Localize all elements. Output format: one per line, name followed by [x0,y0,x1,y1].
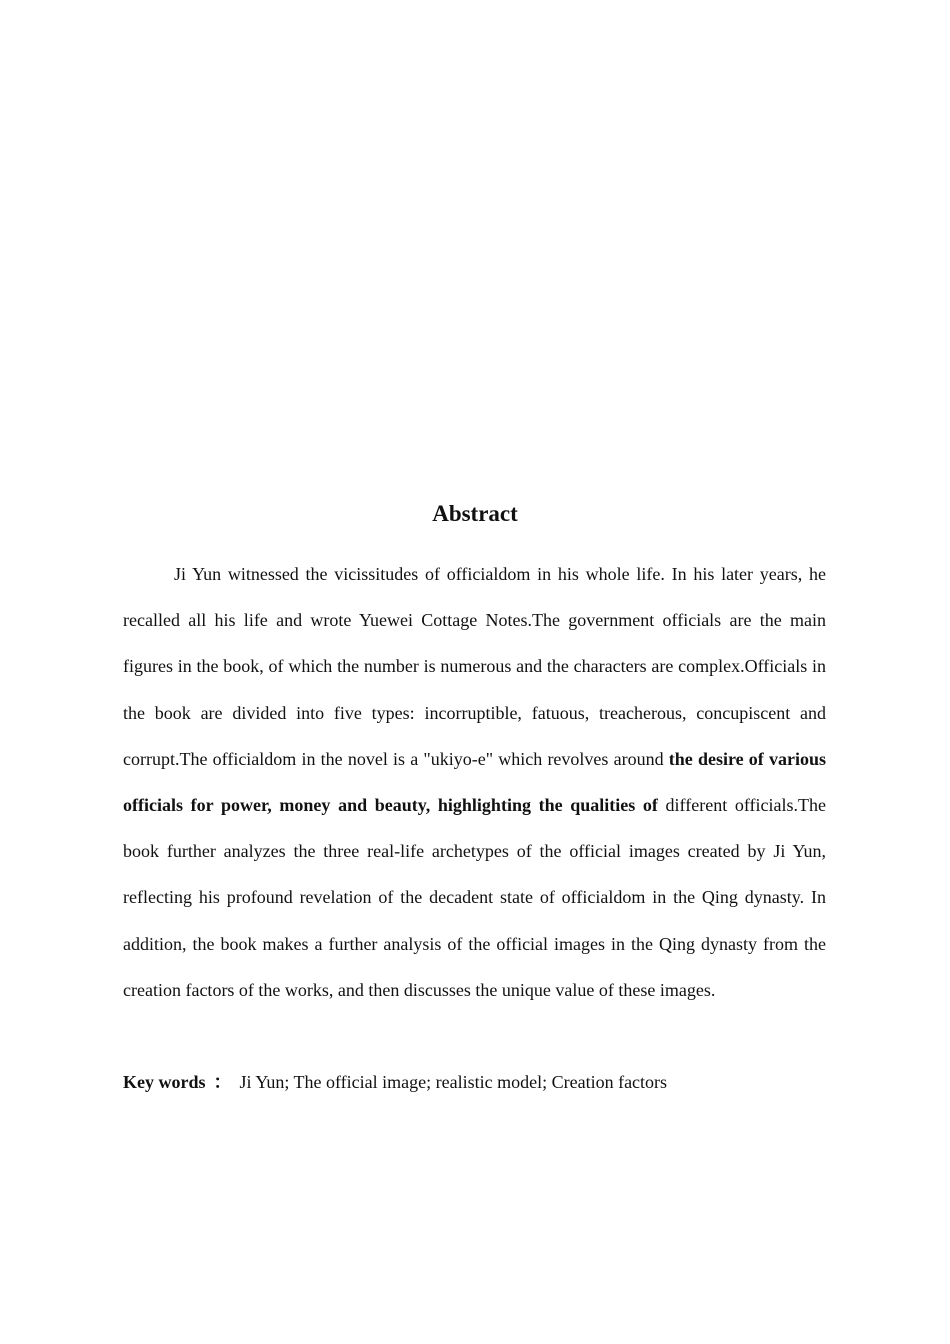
abstract-body-bold-text: the desire of various officials for power, money and beauty, highlighting the qualities of [123,748,826,816]
keywords-value: Ji Yun; The official image; realistic model; Creation factors [239,1072,668,1092]
abstract-title: Abstract [432,501,518,526]
keywords-line [123,1068,826,1096]
abstract-body [123,551,826,1013]
abstract-body-text-2: different officials.The book further analyzes the three real-life archetypes of the official images created by Ji Yun, reflecting his profound revelation of the decadent state of officialdom in the Qing dynasty. In addition, the book makes a further analysis of the official images in the Qing dynasty from the creation factors of the works, and then discusses the unique value of these images. [123,795,826,1000]
keywords-colon: ： [213,1072,232,1092]
abstract-body-text-1: Ji Yun witnessed the vicissitudes of officialdom in his whole life. In his later years, he recalled all his life and wrote Yuewei Cottage Notes.The government officials are the main figures in the book, of which the number is numerous and the characters are complex.Officials in the book are divided into five types: incorruptible, fatuous, treacherous, concupiscent and corrupt.The officialdom in the novel is a "ukiyo-e" which revolves around [123,564,826,769]
keywords-label: Key words [123,1072,206,1092]
